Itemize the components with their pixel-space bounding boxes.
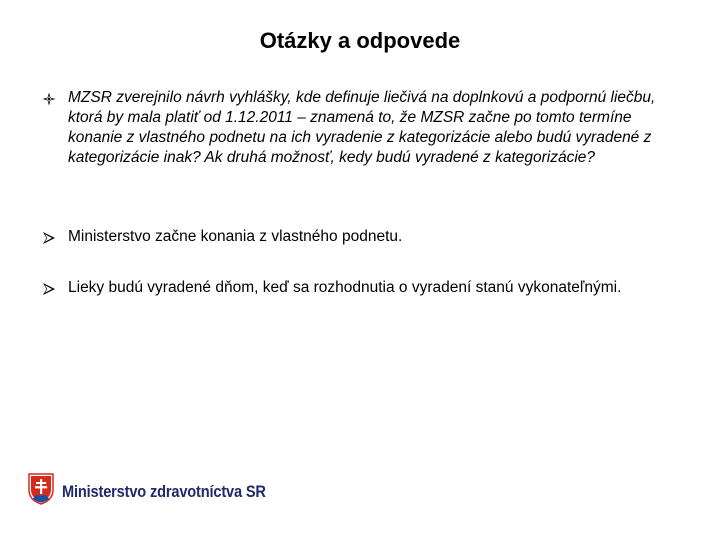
bullet-item-answer <box>42 278 682 298</box>
bullet-text: MZSR zverejnilo návrh vyhlášky, kde definuje liečivá na doplnkovú a podpornú liečbu, ktorá by mala platiť od 1.12.2011 – znamená to, že MZSR začne po tomto termíne konanie z vlastného podnetu na ich vyradenie z kategorizácie alebo budú vyradené z kategorizácie inak? Ak druhá možnosť, kedy budú vyradené z kategorizácie? <box>68 89 656 166</box>
bullet-item-answer <box>42 227 682 247</box>
arrowhead-bullet-icon <box>42 227 68 245</box>
slide-title: Otázky a odpovede <box>259 28 461 53</box>
arrowhead-bullet-icon <box>42 278 68 296</box>
slovak-coat-of-arms-icon <box>28 473 54 510</box>
diamond-bullet-icon <box>42 88 68 106</box>
ministry-logo <box>28 473 299 510</box>
bullet-text: Ministerstvo začne konania z vlastného podnetu. <box>68 228 403 245</box>
bullet-item-question <box>42 88 682 168</box>
bullet-text: Lieky budú vyradené dňom, keď sa rozhodnutia o vyradení stanú vykonateľnými. <box>68 279 622 296</box>
ministry-name: Ministerstvo zdravotníctva SR <box>62 481 266 501</box>
